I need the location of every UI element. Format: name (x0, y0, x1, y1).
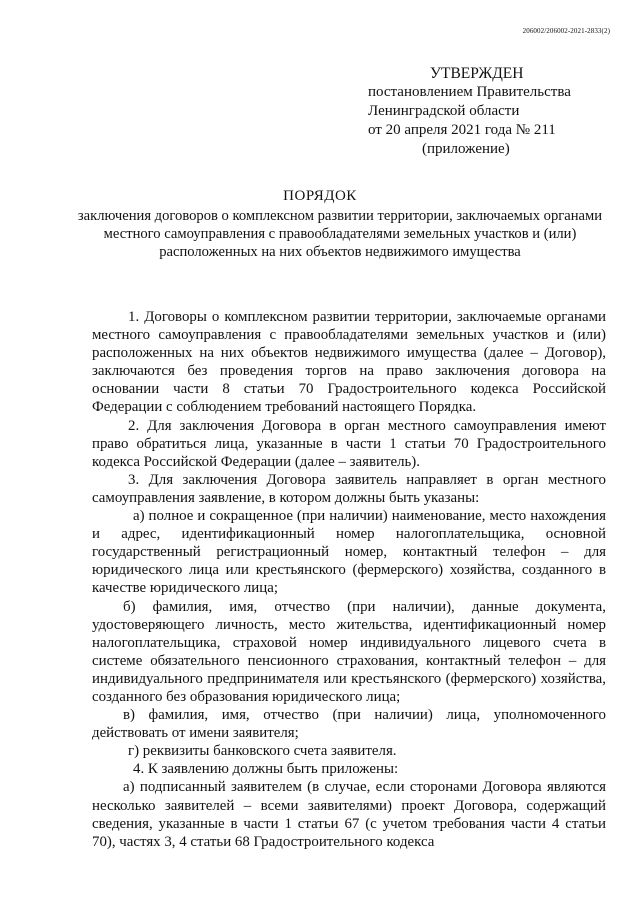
paragraph-3-g: г) реквизиты банковского счета заявителя. (128, 743, 397, 760)
paragraph-4: 4. К заявлению должны быть приложены: (133, 761, 399, 778)
paragraph-3-a: а) полное и сокращенное (при наличии) наименование, место нахождения и адрес, идентификационный номер налогоплательщика, основной государственный регистрационный номер, контактный телефон – для юридического лица или крестьянского (фермерского) хозяйства, созданного в качестве юридического лица; (92, 508, 606, 597)
paragraph-3-v: в) фамилия, имя, отчество (при наличии) лица, уполномоченного действовать от имени заявителя; (92, 707, 606, 742)
approval-annex: (приложение) (422, 141, 510, 157)
paragraph-3-b: б) фамилия, имя, отчество (при наличии), данные документа, удостоверяющего личность, место жительства, идентификационный номер налогоплательщика, страховой номер индивидуального лицевого счета в системе обязательного пенсионного страхования, контактный телефон – для индивидуального предпринимателя или крестьянского (фермерского) хозяйства, созданного без образования юридического лица; (92, 598, 606, 705)
document-subtitle: заключения договоров о комплексном развитии территории, заключаемых органами местного самоуправления с правообладателями земельных участков и (или) расположенных на них объектов недвижимого имущества (77, 208, 603, 260)
approval-line-3: от 20 апреля 2021 года № 211 (368, 122, 556, 138)
approval-stamp (368, 64, 608, 159)
approval-line-2: Ленинградской области (368, 103, 520, 119)
approval-heading: УТВЕРЖДЕН (430, 65, 524, 82)
approval-line-1: постановлением Правительства (368, 84, 571, 100)
document-title: ПОРЯДОК (283, 188, 357, 204)
document-body (92, 308, 606, 851)
paragraph-3: 3. Для заключения Договора заявитель направляет в орган местного самоуправления заявление, в котором должны быть указаны: (92, 471, 606, 506)
document-code: 206002/206002-2021-2833(2) (522, 27, 610, 35)
paragraph-4-a: а) подписанный заявителем (в случае, если сторонами Договора являются несколько заявителей – всеми заявителями) проект Договора, содержащий сведения, указанные в части 1 статьи 67 (с учетом требования части 4 статьи 70), частях 3, 4 статьи 68 Градостроительного кодекса (92, 779, 606, 850)
paragraph-1: 1. Договоры о комплексном развитии территории, заключаемые органами местного самоуправления с правообладателями земельных участков и (или) расположенных на них объектов недвижимого имущества (далее – Договор), заключаются без проведения торгов на право заключения договора на основании части 8 статьи 70 Градостроительного кодекса Российской Федерации с соблюдением требований настоящего Порядка. (92, 309, 606, 416)
paragraph-2: 2. Для заключения Договора в орган местного самоуправления имеют право обратиться лица, указанные в части 1 статьи 70 Градостроительного кодекса Российской Федерации (далее – заявитель). (92, 417, 606, 470)
